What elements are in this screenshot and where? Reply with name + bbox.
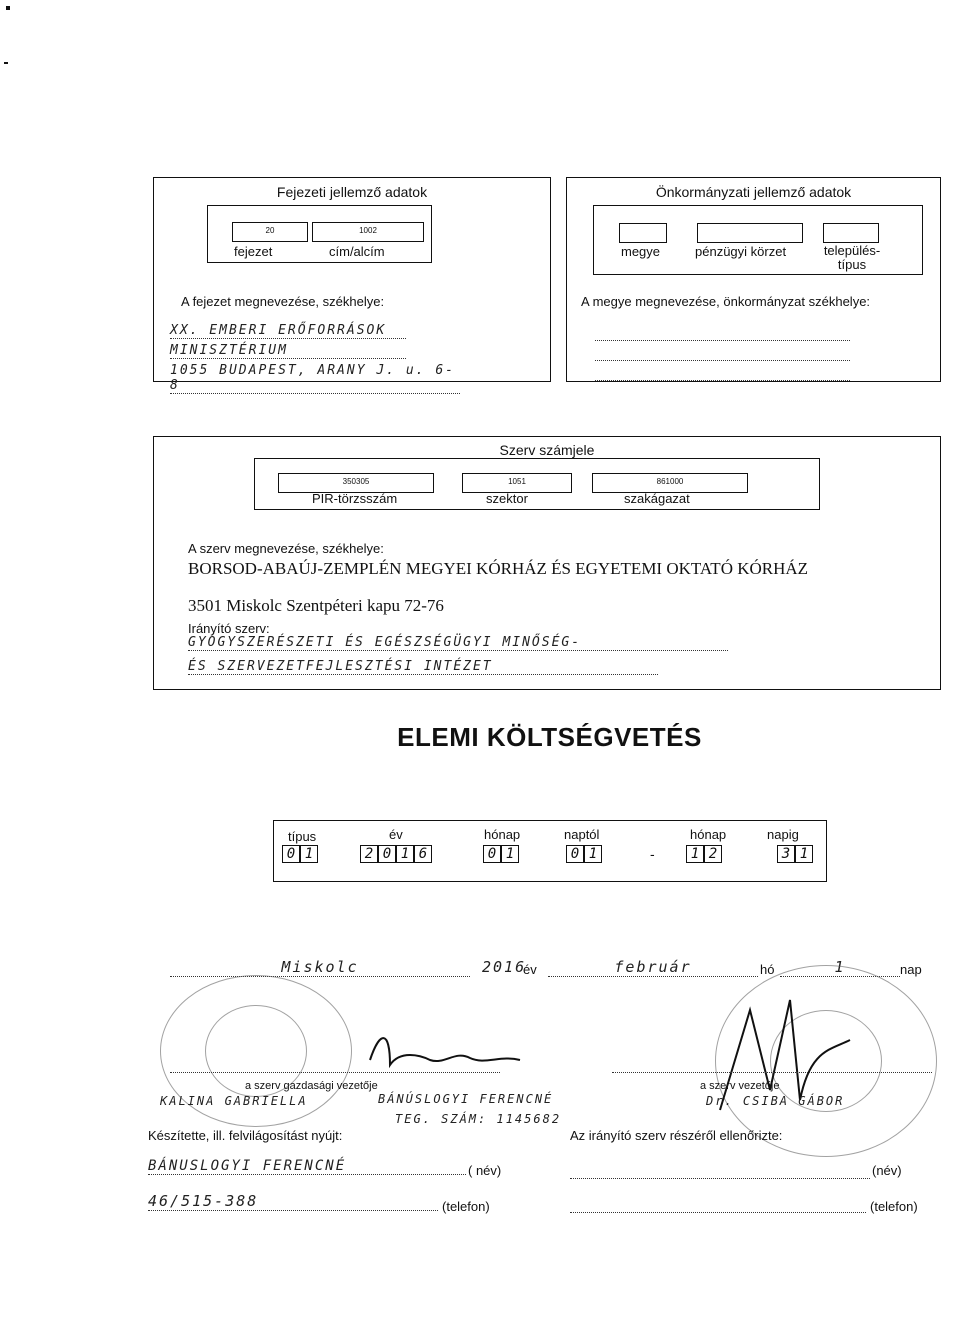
handwritten-note-2: TEG. SZÁM: 1145682	[395, 1112, 562, 1126]
municipal-name-line-1	[595, 338, 850, 341]
telefon-field: 46/515-388	[148, 1192, 438, 1211]
gazdasagi-label: a szerv gazdasági vezetője	[245, 1080, 378, 1092]
month-digit: 0	[483, 845, 501, 863]
iranyito-nev-line	[570, 1176, 870, 1179]
szakagazat-label: szakágazat	[624, 491, 690, 506]
gazdasagi-line	[170, 1070, 500, 1073]
month-field: február	[548, 958, 758, 977]
year-field: 2016	[482, 958, 527, 976]
municipal-panel	[566, 177, 941, 382]
iranyito-telefon-label: (telefon)	[870, 1199, 918, 1214]
organization-name: BORSOD-ABAÚJ-ZEMPLÉN MEGYEI KÓRHÁZ ÉS EGYETEMI OKTATÓ KÓRHÁZ	[188, 559, 809, 578]
controlling-body-line-2: ÉS SZERVEZETFEJLESZTÉSI INTÉZET	[188, 659, 658, 675]
organization-panel	[153, 436, 941, 690]
organization-address: 3501 Miskolc Szentpéteri kapu 72-76	[188, 596, 444, 615]
megye-field	[619, 223, 667, 243]
keszito-name: BÁNUSLOGYI FERENCNÉ	[148, 1158, 466, 1175]
korzet-label: pénzügyi körzet	[695, 244, 787, 259]
controlling-body-line-1: GYÓGYSZERÉSZETI ÉS EGÉSZSÉGÜGYI MINŐSÉG-	[188, 635, 728, 651]
year-digit: 2	[360, 845, 378, 863]
day-to-digit: 1	[795, 845, 813, 863]
place-field: Miskolc	[170, 958, 470, 977]
megye-label: megye	[621, 244, 661, 259]
chapter-name-line-3: 1055 BUDAPEST, ARANY J. u. 6-8	[170, 363, 460, 394]
day-field: 1	[780, 958, 900, 977]
pir-field: 350305	[278, 473, 434, 493]
chapter-name-label: A fejezet megnevezése, székhelye:	[181, 294, 385, 309]
chapter-name-line-1: XX. EMBERI ERŐFORRÁSOK	[170, 323, 406, 339]
municipal-name-line-3	[595, 378, 850, 381]
szektor-label: szektor	[486, 491, 528, 506]
year-digit: 1	[396, 845, 414, 863]
gazdasagi-name: KALINA GABRIELLA	[160, 1094, 308, 1108]
iranyito-ellenorizte-label: Az irányító szerv részéről ellenőrizte:	[570, 1128, 783, 1143]
organization-heading: Szerv számjele	[499, 442, 595, 458]
honap2-label: hónap	[690, 827, 727, 842]
handwritten-note-1: BÁNÚSLOGYI FERENCNÉ	[378, 1092, 554, 1106]
tipus-label: típus	[288, 829, 317, 844]
tipus-digit: 1	[300, 845, 318, 863]
municipal-name-line-2	[595, 358, 850, 361]
tipus-digit: 0	[282, 845, 300, 863]
fejezet-label: fejezet	[234, 244, 273, 259]
year-digit: 0	[378, 845, 396, 863]
telefon-label: (telefon)	[442, 1199, 490, 1214]
chapter-heading: Fejezeti jellemző adatok	[276, 184, 428, 200]
naptol-label: naptól	[564, 827, 600, 842]
napig-label: napig	[767, 827, 799, 842]
cim-field: 1002	[312, 222, 424, 242]
pir-label: PIR-törzsszám	[312, 491, 398, 506]
scan-mark	[4, 62, 8, 64]
day-label: nap	[900, 962, 922, 977]
period-panel	[273, 820, 827, 882]
organization-name-label: A szerv megnevezése, székhelye:	[188, 541, 384, 556]
korzet-field	[697, 223, 803, 243]
controlling-body-label: Irányító szerv:	[188, 621, 270, 636]
nev-label: ( név)	[468, 1163, 502, 1178]
day-from-digit: 0	[566, 845, 584, 863]
vezeto-line	[612, 1070, 932, 1073]
tipus-label: település- típus	[823, 243, 881, 272]
chapter-name-line-2: MINISZTÉRIUM	[170, 343, 406, 359]
day-from-digit: 1	[584, 845, 602, 863]
cim-label: cím/alcím	[329, 244, 385, 259]
month-label: hó	[760, 962, 775, 977]
tipus-field	[823, 223, 879, 243]
month-to-digit: 2	[704, 845, 722, 863]
year-label: év	[523, 962, 537, 977]
keszitette-label: Készítette, ill. felvilágosítást nyújt:	[148, 1128, 343, 1143]
vezeto-name: Dr. CSIBA GÁBOR	[706, 1094, 845, 1108]
period-dash: -	[650, 846, 655, 862]
month-to-digit: 1	[686, 845, 704, 863]
scan-mark	[6, 6, 10, 10]
szektor-field: 1051	[462, 473, 572, 493]
month-digit: 1	[501, 845, 519, 863]
municipal-name-label: A megye megnevezése, önkormányzat székhelye:	[581, 294, 871, 309]
ev-label: év	[389, 827, 403, 842]
fejezet-field: 20	[232, 222, 308, 242]
year-digit: 6	[414, 845, 432, 863]
iranyito-nev-label: (név)	[872, 1163, 902, 1178]
chapter-panel	[153, 177, 551, 393]
municipal-heading: Önkormányzati jellemző adatok	[655, 184, 852, 200]
szakagazat-field: 861000	[592, 473, 748, 493]
honap-label: hónap	[484, 827, 521, 842]
vezeto-label: a szerv vezetője	[700, 1080, 780, 1092]
day-to-digit: 3	[777, 845, 795, 863]
document-title: ELEMI KÖLTSÉGVETÉS	[397, 722, 702, 752]
iranyito-telefon-line	[570, 1210, 866, 1213]
